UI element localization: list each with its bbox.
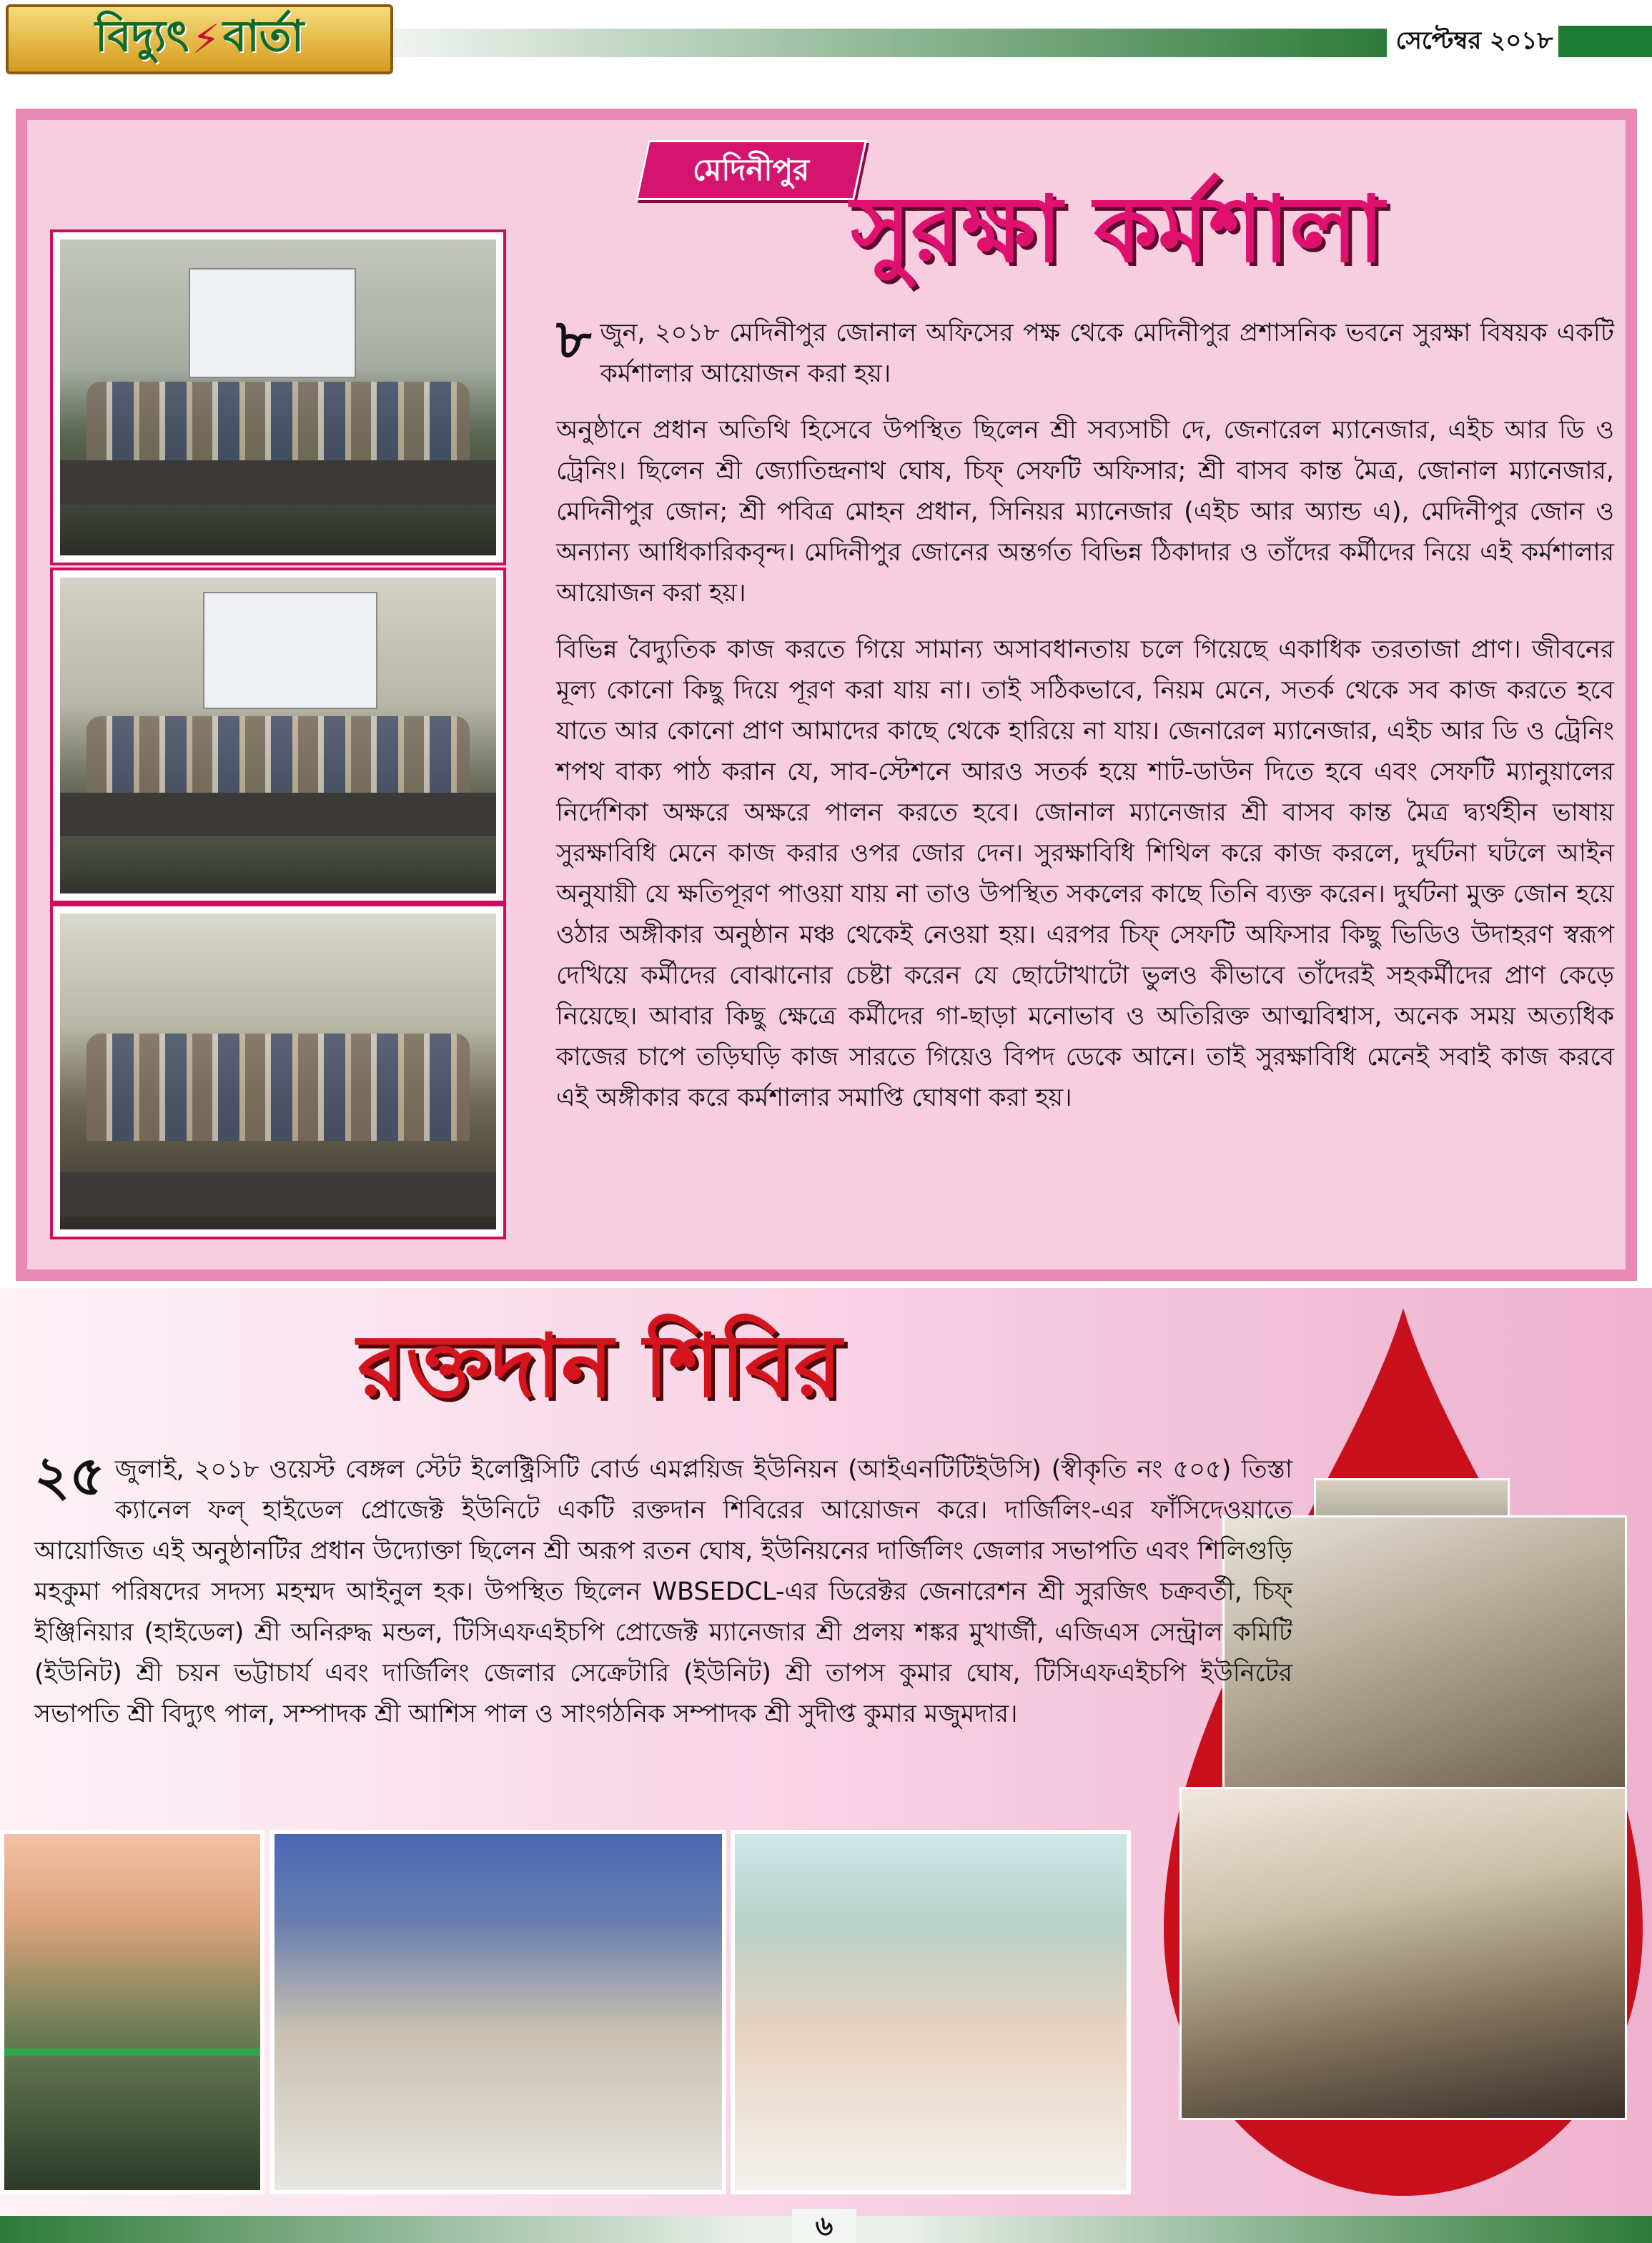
section-title-safety-workshop: সুরক্ষা কর্মশালা: [851, 176, 1385, 283]
header-rule: [393, 29, 1387, 57]
blood-camp-photo-lamp-lighting: [270, 1830, 726, 2194]
article-paragraph: বিভিন্ন বৈদ্যুতিক কাজ করতে গিয়ে সামান্য অসাবধানতায় চলে গিয়েছে একাধিক তরতাজা প্রাণ। জীবনের মূল্য কোনো কিছু দিয়ে পূরণ করা যায় না। তাই সঠিকভাবে, নিয়ম মেনে, সতর্ক থেকে সব কাজ করতে হবে যাতে আর কোনো প্রাণ আমাদের কাছে থেকে হারিয়ে না যায়। জেনারেল ম্যানেজার, এইচ আর ডি ও ট্রেনিং শপথ বাক্য পাঠ করান যে, সাব-স্টেশনে আরও সতর্ক হয়ে শাট-ডাউন দিতে হবে এবং সেফটি ম্যানুয়ালের নির্দেশিকা অক্ষরে অক্ষরে পালন করতে হবে। জোনাল ম্যানেজার শ্রী বাসব কান্ত মৈত্র দ্ব্যর্থহীন ভাষায় সুরক্ষাবিধি মেনে কাজ করার ওপর জোর দেন। সুরক্ষাবিধি শিথিল করে কাজ করলে, দুর্ঘটনা ঘটলে আইন অনুযায়ী যে ক্ষতিপূরণ পাওয়া যায় না তাও উপস্থিত সকলের কাছে তিনি ব্যক্ত করেন। দুর্ঘটনা মুক্ত জোন হয়ে ওঠার অঙ্গীকার অনুষ্ঠান মঞ্চ থেকেই নেওয়া হয়। এরপর চিফ্ সেফটি অফিসার কিছু ভিডিও উদাহরণ স্বরূপ দেখিয়ে কর্মীদের বোঝানোর চেষ্টা করেন যে ছোটোখাটো ভুলও কীভাবে তাঁদেরই সহকর্মীদের প্রাণ কেড়ে নিয়েছে। আবার কিছু ক্ষেত্রে কর্মীদের গা-ছাড়া মনোভাব ও অতিরিক্ত আত্মবিশ্বাস, অনেক সময় অত্যধিক কাজের চাপে তড়িঘড়ি কাজ সারতে গিয়েও বিপদ ডেকে আনে। তাই সুরক্ষাবিধি মেনেই সবাই কাজ করবে এই অঙ্গীকার করে কর্মশালার সমাপ্তি ঘোষণা করা হয়।: [556, 635, 1614, 1112]
drop-cap: ৮: [556, 307, 592, 371]
logo-text-right: বার্তা: [222, 11, 305, 61]
projection-screen: [203, 592, 377, 709]
drop-cap: ২৫: [34, 1444, 105, 1507]
projection-screen: [189, 268, 356, 378]
audience-people: [86, 1034, 470, 1141]
blood-camp-photo-ribbon-cutting: [0, 1830, 264, 2194]
blood-camp-photo-dais: [731, 1830, 1131, 2194]
issue-date: সেপ্টেম্বর ২০১৮: [1395, 26, 1553, 55]
newsletter-logo: [6, 4, 393, 74]
logo-text-left: বিদ্যুৎ: [94, 11, 189, 61]
panel-table: [60, 793, 496, 837]
audience-table: [60, 1172, 496, 1217]
workshop-photo-3: [53, 906, 503, 1237]
section-title-blood-donation: রক্তদান শিবির: [357, 1314, 842, 1417]
page-number: ৬: [792, 2209, 856, 2243]
panel-people: [86, 382, 470, 464]
lightning-bolt-icon: ⚡: [192, 16, 220, 63]
panel-table: [60, 460, 496, 505]
article-paragraph-text: জুলাই, ২০১৮ ওয়েস্ট বেঙ্গল স্টেট ইলেক্ট্রিসিটি বোর্ড এমপ্লয়িজ ইউনিয়ন (আইএনটিটিইউসি) (স্বীকৃতি নং ৫০৫) তিস্তা ক্যানেল ফল্ হাইডেল প্রোজেক্ট ইউনিটে একটি রক্তদান শিবিরের আয়োজন করে। দার্জিলিং-এর ফাঁসিদেওয়াতে আয়োজিত এই অনুষ্ঠানটির প্রধান উদ্যোক্তা ছিলেন শ্রী অরূপ রতন ঘোষ, ইউনিয়নের দার্জিলিং জেলার সভাপতি এবং শিলিগুড়ি মহকুমা পরিষদের সদস্য মহম্মদ আইনুল হক। উপস্থিত ছিলেন WBSEDCL-এর ডিরেক্টর জেনারেশন শ্রী সুরজিৎ চক্রবর্তী, চিফ্ ইঞ্জিনিয়ার (হাইডেল) শ্রী অনিরুদ্ধ মন্ডল, টিসিএফএইচপি প্রোজেক্ট ম্যানেজার শ্রী প্রলয় শঙ্কর মুখার্জী, এজিএস সেন্ট্রাল কমিটি (ইউনিট) শ্রী চয়ন ভট্টাচার্য এবং দার্জিলিং জেলার সেক্রেটারি (ইউনিট) শ্রী তাপস কুমার ঘোষ, টিসিএফএইচপি ইউনিটের সভাপতি শ্রী বিদ্যুৎ পাল, সম্পাদক শ্রী আশিস পাল ও সাংগঠনিক সম্পাদক শ্রী সুদীপ্ত কুমার মজুমদার।: [34, 1455, 1292, 1728]
header-accent-block: [1558, 26, 1652, 57]
article-paragraph-text: জুন, ২০১৮ মেদিনীপুর জোনাল অফিসের পক্ষ থেকে মেদিনীপুর প্রশাসনিক ভবনে সুরক্ষা বিষয়ক একটি কর্মশালার আয়োজন করা হয়।: [600, 319, 1614, 388]
article-paragraph: [556, 307, 1614, 395]
location-badge: [635, 140, 867, 200]
ribbon: [4, 2049, 262, 2056]
safety-workshop-article: [556, 307, 1614, 1249]
blood-camp-photo-visit: [1179, 1787, 1627, 2120]
panel-people: [86, 716, 470, 798]
workshop-photo-1: [53, 232, 503, 563]
location-badge-label: মেদিনীপুর: [693, 152, 810, 187]
workshop-photo-2: [53, 570, 503, 901]
blood-donation-article: [34, 1444, 1292, 1807]
article-paragraph: অনুষ্ঠানে প্রধান অতিথি হিসেবে উপস্থিত ছিলেন শ্রী সব্যসাচী দে, জেনারেল ম্যানেজার, এইচ আর ডি ও ট্রেনিং। ছিলেন শ্রী জ্যোতিন্দ্রনাথ ঘোষ, চিফ্ সেফটি অফিসার; শ্রী বাসব কান্ত মৈত্র, জোনাল ম্যানেজার, মেদিনীপুর জোন; শ্রী পবিত্র মোহন প্রধান, সিনিয়র ম্যানেজার (এইচ আর অ্যান্ড এ), মেদিনীপুর জোন ও অন্যান্য আধিকারিকবৃন্দ। মেদিনীপুর জোনের অন্তর্গত বিভিন্ন ঠিকাদার ও তাঁদের কর্মীদের নিয়ে এই কর্মশালার আয়োজন করা হয়।: [556, 416, 1614, 608]
